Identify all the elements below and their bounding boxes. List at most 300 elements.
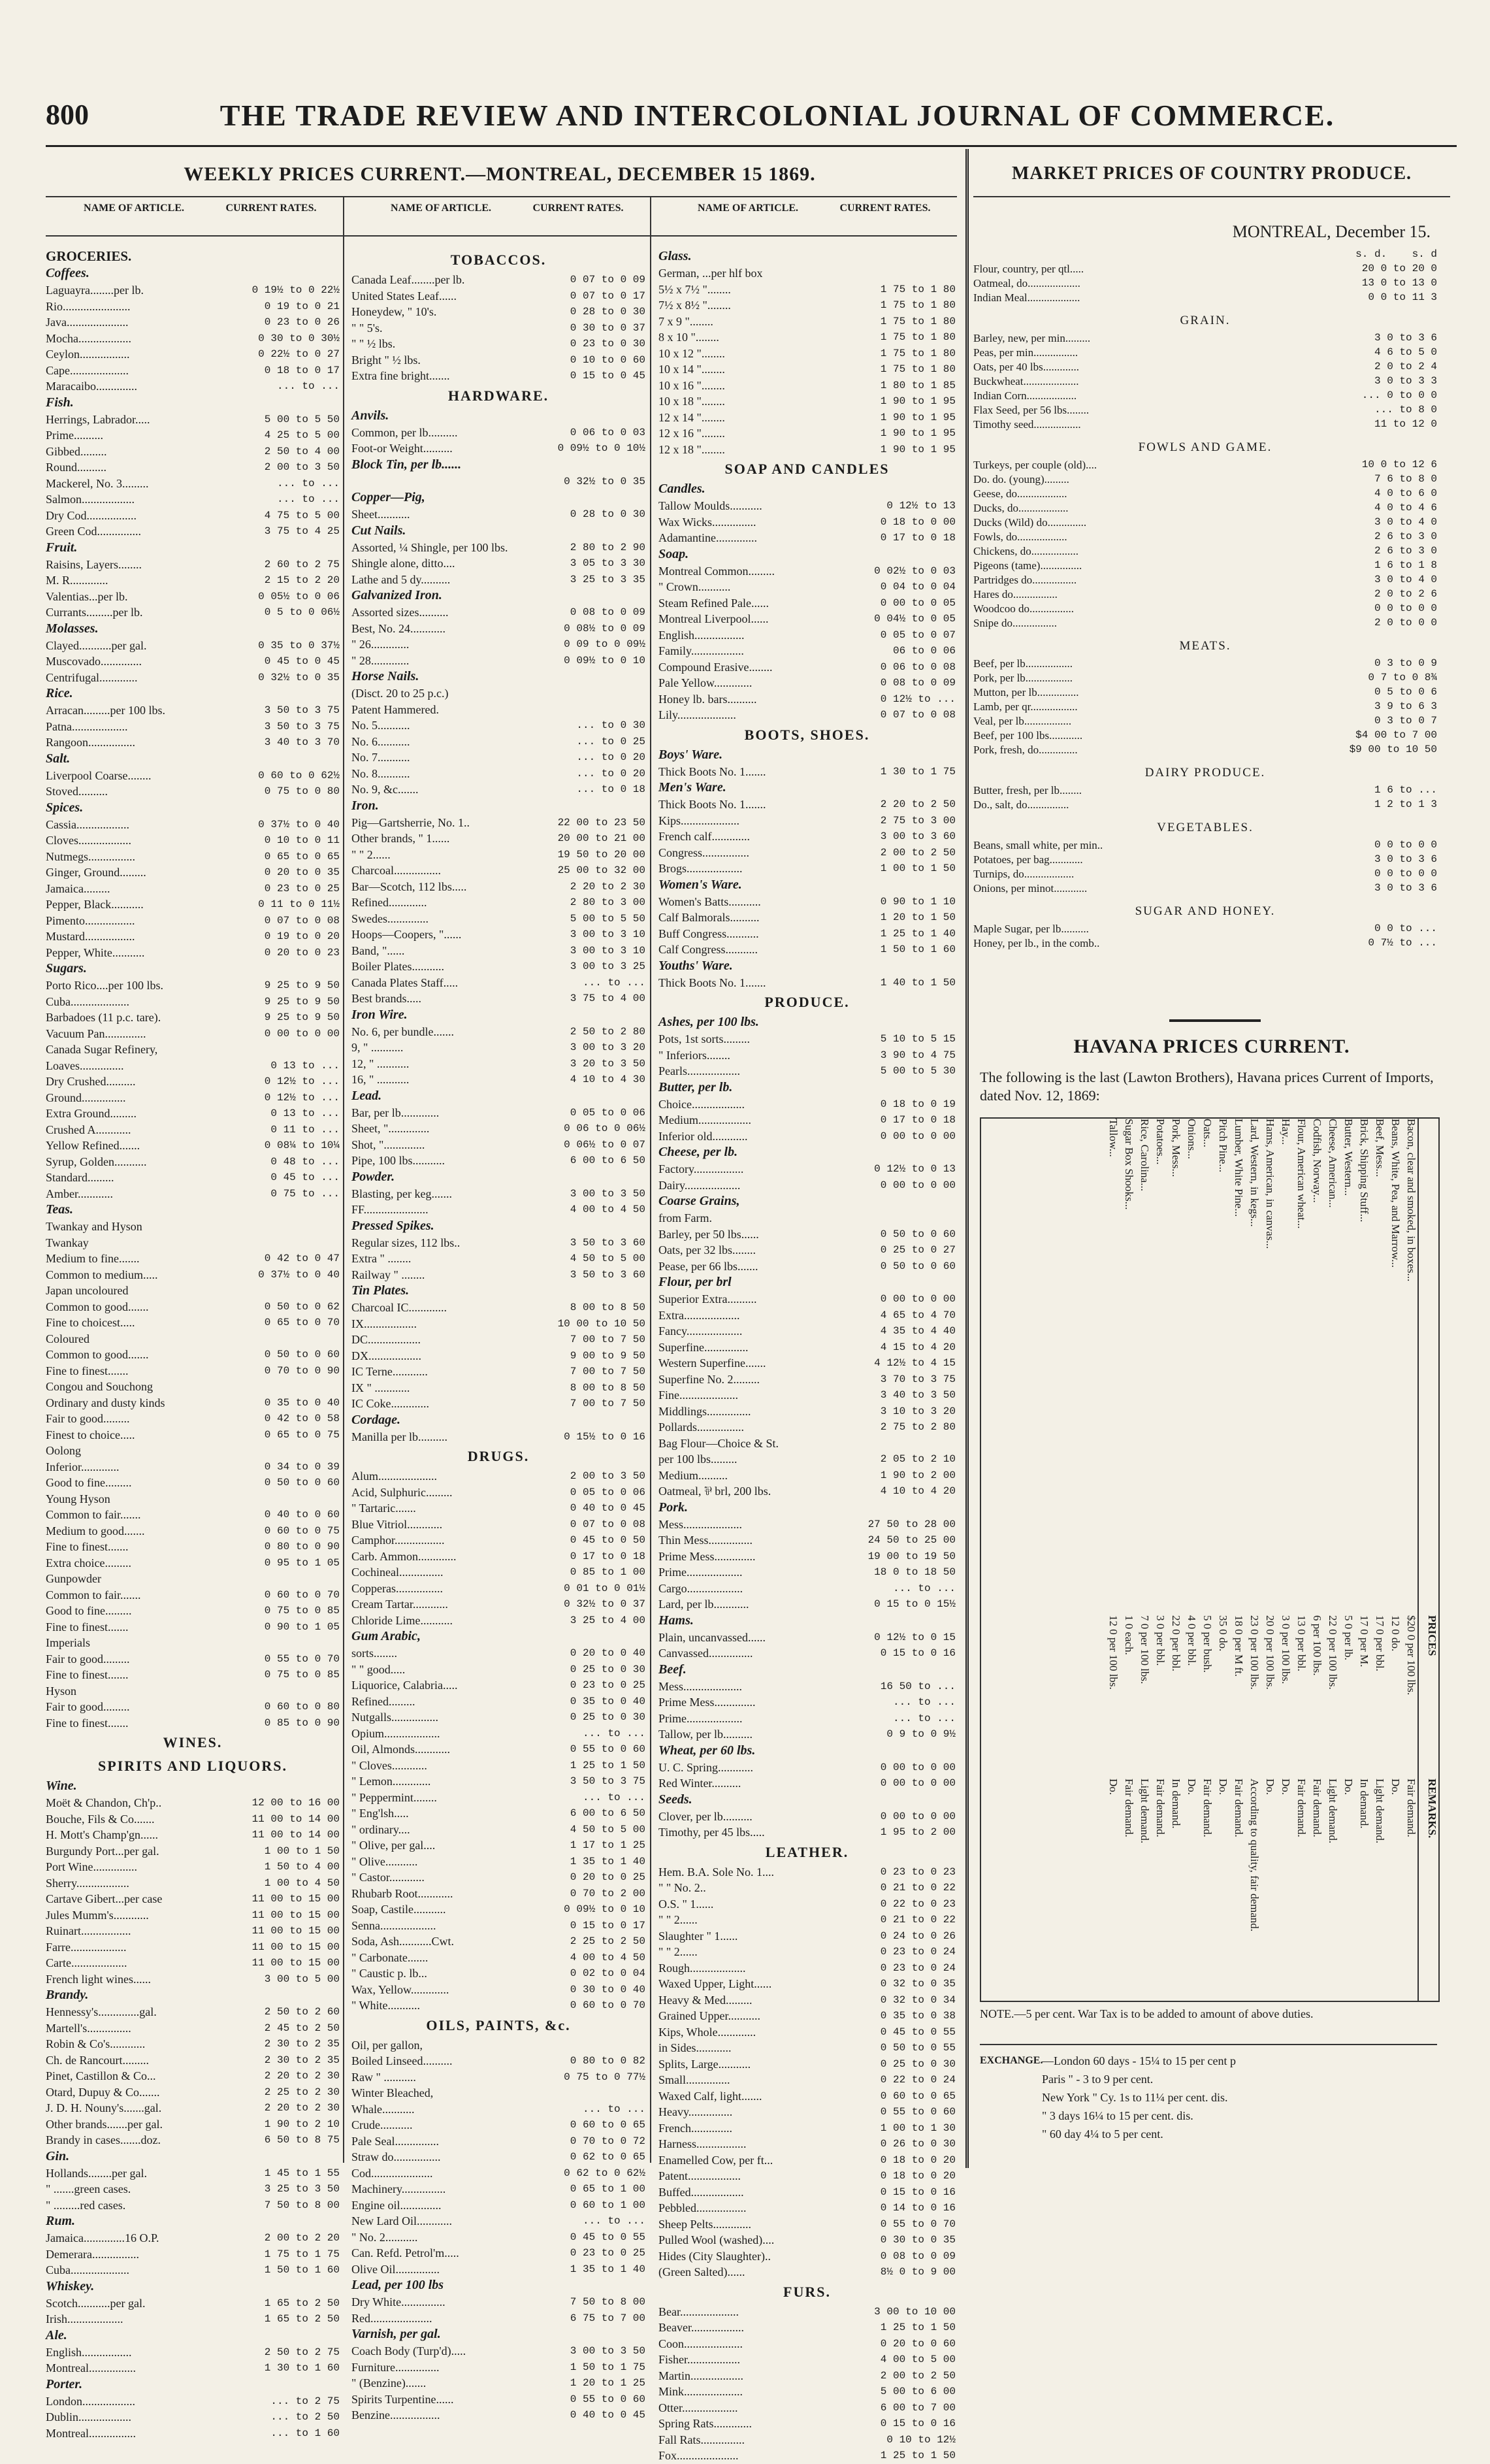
article-rate: 1 50 to 4 00 bbox=[264, 1861, 340, 1873]
produce-name: Do., salt, do............... bbox=[973, 798, 1069, 811]
produce-name: Indian Meal................... bbox=[973, 291, 1080, 304]
article-name: Swedes.............. bbox=[351, 912, 429, 925]
price-row bbox=[658, 2200, 956, 2216]
article-rate: 3 25 to 3 35 bbox=[570, 573, 645, 585]
market-price-row bbox=[973, 715, 1437, 729]
article-rate: 0 13 to ... bbox=[270, 1059, 340, 1072]
article-name: Western Superfine....... bbox=[658, 1356, 766, 1370]
price-row bbox=[658, 378, 956, 394]
article-name: Buffed.................. bbox=[658, 2185, 744, 2199]
article-rate: 0 21 to 0 22 bbox=[880, 1914, 956, 1926]
article-name: Patent Hammered. bbox=[351, 702, 439, 716]
article-rate: 0 20 to 0 25 bbox=[570, 1871, 645, 1883]
price-row bbox=[46, 2068, 340, 2084]
article-name: Furniture............... bbox=[351, 2360, 440, 2374]
price-row bbox=[351, 2037, 645, 2054]
article-rate: 0 22½ to 0 27 bbox=[258, 348, 340, 360]
price-row bbox=[658, 1451, 956, 1468]
article-rate: 0 90 to 1 10 bbox=[880, 895, 956, 908]
price-row bbox=[46, 1859, 340, 1875]
article-rate: 0 15 to 0 15½ bbox=[874, 1598, 956, 1610]
price-row bbox=[46, 1379, 340, 1395]
article-name: Coach Body (Turp'd)..... bbox=[351, 2344, 466, 2357]
produce-name: Turkeys, per couple (old).... bbox=[973, 459, 1097, 471]
article-rate: 5 00 to 6 00 bbox=[880, 2386, 956, 2397]
article-name: Factory................. bbox=[658, 1162, 744, 1175]
journal-title: THE TRADE REVIEW AND INTERCOLONIAL JOURNAL OF COMMERCE. bbox=[219, 99, 1335, 132]
article-name: Gibbed......... bbox=[46, 444, 107, 458]
article-rate: 0 75 to 0 85 bbox=[264, 1605, 340, 1617]
price-row bbox=[351, 847, 645, 863]
article-rate: 0 04 to 0 04 bbox=[880, 581, 956, 593]
article-rate: 1 75 to 1 80 bbox=[880, 315, 956, 327]
article-name: Pepper, Black........... bbox=[46, 898, 144, 911]
article-rate: 1 90 to 1 95 bbox=[880, 427, 956, 439]
article-name: Boiler Plates........... bbox=[351, 960, 444, 973]
category-heading: Seeds. bbox=[658, 1792, 692, 1807]
article-rate: 3 50 to 3 75 bbox=[264, 704, 340, 716]
produce-price: 3 0 to 4 0 bbox=[1374, 516, 1437, 528]
article-name: Copperas................ bbox=[351, 1581, 443, 1595]
article-rate: ... to 0 18 bbox=[576, 783, 645, 795]
havana-row bbox=[1402, 1119, 1417, 2001]
article-name: Heavy............... bbox=[658, 2105, 733, 2118]
article-name: Camphor................. bbox=[351, 1534, 445, 1547]
article-name: Jules Mumm's............ bbox=[46, 1908, 149, 1922]
article-rate: 1 50 to 1 60 bbox=[264, 2264, 340, 2276]
article-rate: 0 80 to 0 90 bbox=[264, 1541, 340, 1552]
article-name: Montreal................ bbox=[46, 2426, 136, 2440]
article-name: Extra fine bright....... bbox=[351, 369, 450, 382]
price-row bbox=[658, 1307, 956, 1324]
article-name: Raisins, Layers........ bbox=[46, 557, 142, 571]
price-row bbox=[658, 707, 956, 723]
category-heading: Glass. bbox=[658, 249, 692, 263]
article-name: Otard, Dupuy & Co....... bbox=[46, 2085, 160, 2099]
price-row bbox=[658, 1992, 956, 2009]
price-row bbox=[351, 288, 645, 304]
article-name: Ruinart................. bbox=[46, 1924, 131, 1937]
article-rate: 0 65 to 0 75 bbox=[264, 1428, 340, 1441]
price-row bbox=[46, 2036, 340, 2052]
price-row bbox=[46, 2311, 340, 2327]
article-name: " Olive........... bbox=[351, 1854, 418, 1868]
produce-price: 13 0 to 13 0 bbox=[1361, 277, 1437, 289]
market-price-row bbox=[973, 882, 1437, 896]
article-rate: 2 50 to 4 00 bbox=[264, 445, 340, 457]
price-row bbox=[351, 895, 645, 911]
category-heading: Gum Arabic, bbox=[351, 1629, 421, 1643]
article-name: Raw " ........... bbox=[351, 2070, 416, 2084]
article-name: 12 x 14 "........ bbox=[658, 410, 725, 424]
col3-name-header: NAME OF ARTICLE. bbox=[698, 203, 798, 214]
price-row bbox=[658, 1581, 956, 1597]
havana-price: 5 0 per bush. bbox=[1201, 1615, 1214, 1673]
market-price-row bbox=[973, 729, 1437, 744]
article-name: Common to fair....... bbox=[46, 1508, 141, 1521]
price-row bbox=[351, 1072, 645, 1088]
havana-row bbox=[1198, 1119, 1214, 2001]
produce-name: Indian Corn.................. bbox=[973, 389, 1077, 402]
price-row bbox=[658, 691, 956, 708]
article-rate: 11 00 to 14 00 bbox=[251, 1829, 340, 1841]
article-rate: 0 70 to 0 72 bbox=[570, 2135, 645, 2147]
price-row bbox=[658, 1419, 956, 1436]
price-row bbox=[46, 928, 340, 945]
article-name: Extra " ........ bbox=[351, 1252, 412, 1265]
price-row bbox=[658, 813, 956, 829]
havana-article: Brick, Shipping Stuff... bbox=[1358, 1119, 1370, 1223]
produce-name: Honey, per lb., in the comb.. bbox=[973, 937, 1100, 949]
havana-row bbox=[1276, 1119, 1292, 2001]
havana-price: 18 0 per M ft. bbox=[1233, 1615, 1245, 1677]
havana-price: 4 0 per bbl. bbox=[1186, 1615, 1198, 1666]
article-name: " Crown........... bbox=[658, 580, 731, 593]
article-rate: 0 07 to 0 08 bbox=[880, 709, 956, 721]
produce-price: 3 0 to 4 0 bbox=[1374, 574, 1437, 585]
price-row bbox=[658, 2232, 956, 2248]
price-row bbox=[351, 991, 645, 1007]
article-name: Blue Vitriol............ bbox=[351, 1517, 443, 1531]
article-rate: 1 90 to 1 95 bbox=[880, 411, 956, 423]
article-name: Spirits Turpentine...... bbox=[351, 2392, 454, 2406]
category-heading: Porter. bbox=[46, 2376, 83, 2391]
havana-article: Beef, Mess... bbox=[1374, 1119, 1386, 1177]
price-row bbox=[351, 1982, 645, 1998]
market-price-row bbox=[973, 487, 1437, 502]
price-row bbox=[658, 361, 956, 378]
article-rate: 1 45 to 1 55 bbox=[264, 2167, 340, 2179]
article-name: Irish................... bbox=[46, 2312, 123, 2325]
price-row bbox=[351, 1235, 645, 1251]
price-row bbox=[658, 346, 956, 362]
article-name: Compound Erasive........ bbox=[658, 660, 773, 674]
exchange-row: Paris " - 3 to 9 per cent. bbox=[1042, 2073, 1154, 2086]
price-row bbox=[658, 926, 956, 942]
price-row bbox=[46, 2084, 340, 2101]
price-row bbox=[658, 1226, 956, 1243]
article-name: Fine to finest....... bbox=[46, 1716, 129, 1730]
price-row bbox=[658, 1436, 956, 1452]
price-row bbox=[46, 1122, 340, 1138]
article-name: Waxed Upper, Light...... bbox=[658, 1977, 772, 1990]
price-row bbox=[46, 1235, 340, 1251]
price-row bbox=[46, 378, 340, 395]
article-rate: 3 00 to 3 25 bbox=[570, 961, 645, 972]
article-rate: 0 60 to 0 75 bbox=[264, 1524, 340, 1537]
price-row bbox=[658, 2416, 956, 2432]
price-row bbox=[351, 1694, 645, 1710]
price-row bbox=[351, 2117, 645, 2133]
article-rate: 0 32½ to 0 35 bbox=[258, 671, 340, 683]
produce-price: 0 0 to 0 0 bbox=[1374, 868, 1437, 879]
exchange-row: New York " Cy. 1s to 11¼ per cent. dis. bbox=[1042, 2091, 1228, 2104]
article-name: Pollards................ bbox=[658, 1421, 745, 1434]
article-name: Hoops—Coopers, "...... bbox=[351, 928, 462, 941]
article-rate: ... to ... bbox=[582, 1791, 645, 1803]
havana-row bbox=[1214, 1119, 1229, 2001]
article-rate: 0 20 to 0 23 bbox=[264, 946, 340, 959]
produce-name: Snipe do................ bbox=[973, 617, 1057, 629]
price-row bbox=[46, 2425, 340, 2442]
produce-name: Ducks (Wild) do.............. bbox=[973, 516, 1087, 529]
price-row bbox=[351, 1709, 645, 1726]
article-name: 12 x 16 "........ bbox=[658, 427, 725, 440]
article-name: Kips, Whole............. bbox=[658, 2025, 756, 2039]
article-name: Waxed Calf, light....... bbox=[658, 2089, 762, 2103]
price-row bbox=[351, 2343, 645, 2359]
category-heading: Varnish, per gal. bbox=[351, 2327, 441, 2341]
price-row bbox=[658, 2152, 956, 2169]
article-name: Hem. B.A. Sole No. 1.... bbox=[658, 1865, 774, 1879]
price-row bbox=[658, 2248, 956, 2265]
page-header bbox=[46, 98, 1457, 137]
market-header-rule bbox=[973, 196, 1450, 197]
col2-rates-header: CURRENT RATES. bbox=[532, 203, 624, 214]
article-name: Bouche, Fils & Co....... bbox=[46, 1812, 155, 1826]
article-name: Straw do................ bbox=[351, 2150, 441, 2163]
price-row bbox=[46, 557, 340, 573]
article-name: 10 x 16 "........ bbox=[658, 378, 725, 392]
price-row bbox=[351, 1364, 645, 1380]
article-name: " Olive, per gal.... bbox=[351, 1839, 436, 1852]
price-row bbox=[351, 2069, 645, 2086]
article-name: Family.................. bbox=[658, 644, 744, 657]
article-rate: 0 08 to 0 09 bbox=[880, 2250, 956, 2262]
price-row bbox=[46, 2409, 340, 2425]
article-rate: 0 60 to 0 70 bbox=[570, 1999, 645, 2011]
price-row bbox=[351, 717, 645, 734]
price-row bbox=[658, 643, 956, 659]
article-name: Fine to finest....... bbox=[46, 1540, 129, 1553]
price-row bbox=[46, 1875, 340, 1892]
price-row bbox=[658, 329, 956, 346]
price-row bbox=[658, 1630, 956, 1646]
article-name: Carte................... bbox=[46, 1956, 127, 1969]
price-row bbox=[46, 2197, 340, 2214]
price-row bbox=[658, 282, 956, 298]
article-rate: 7 00 to 7 50 bbox=[570, 1398, 645, 1409]
article-name: Wax Wicks............... bbox=[658, 515, 756, 529]
price-row bbox=[46, 2004, 340, 2020]
article-name: DX.................. bbox=[351, 1349, 421, 1362]
article-rate: 0 00 to 0 00 bbox=[880, 1777, 956, 1789]
article-name: per 100 lbs......... bbox=[658, 1453, 737, 1466]
article-rate: 0 60 to 0 65 bbox=[880, 2090, 956, 2102]
price-row bbox=[351, 815, 645, 831]
price-row bbox=[351, 1886, 645, 1902]
article-rate: 2 20 to 2 30 bbox=[264, 2070, 340, 2082]
category-heading: Youths' Ware. bbox=[658, 958, 733, 973]
price-row bbox=[46, 1283, 340, 1299]
price-row bbox=[351, 1726, 645, 1742]
price-row bbox=[46, 299, 340, 315]
article-rate: 0 22 to 0 23 bbox=[880, 1897, 956, 1910]
price-row bbox=[658, 1339, 956, 1356]
price-row bbox=[351, 2407, 645, 2423]
article-name: Patna................... bbox=[46, 719, 128, 733]
article-name: Pepper, White........... bbox=[46, 945, 145, 959]
article-rate: 1 30 to 1 75 bbox=[880, 765, 956, 778]
produce-name: Peas, per min................ bbox=[973, 346, 1078, 359]
article-name: Band, "...... bbox=[351, 944, 405, 957]
section-heading: SOAP AND CANDLES bbox=[724, 461, 890, 477]
price-row bbox=[658, 659, 956, 676]
article-rate: 0 18 to 0 17 bbox=[264, 364, 340, 376]
article-name: Canada Leaf........per lb. bbox=[351, 273, 465, 286]
price-row bbox=[46, 1347, 340, 1363]
article-rate: 0 40 to 0 45 bbox=[570, 1502, 645, 1514]
article-name: Bright " ½ lbs. bbox=[351, 353, 421, 367]
price-row bbox=[46, 719, 340, 735]
havana-title: HAVANA PRICES CURRENT. bbox=[1073, 1036, 1350, 1057]
produce-price: 4 6 to 5 0 bbox=[1374, 346, 1437, 358]
article-name: Muscovado.............. bbox=[46, 655, 142, 668]
price-row bbox=[351, 2261, 645, 2278]
produce-name: Lamb, per qr................. bbox=[973, 700, 1078, 713]
article-name: Splits, Large........... bbox=[658, 2057, 751, 2071]
article-rate: 0 45 to 0 55 bbox=[570, 2231, 645, 2243]
price-row bbox=[351, 862, 645, 879]
price-row bbox=[351, 1758, 645, 1774]
article-name: 5½ x 7½ "........ bbox=[658, 282, 731, 296]
section-heading: PRODUCE. bbox=[764, 994, 850, 1010]
article-rate: 2 05 to 2 10 bbox=[880, 1453, 956, 1465]
price-row bbox=[658, 1242, 956, 1258]
price-row bbox=[46, 832, 340, 849]
category-heading: Wine. bbox=[46, 1779, 77, 1793]
price-row bbox=[46, 1299, 340, 1315]
article-name: Buff Congress........... bbox=[658, 927, 759, 940]
article-name: Young Hyson bbox=[46, 1492, 110, 1505]
produce-name: Fowls, do.................. bbox=[973, 531, 1067, 543]
article-rate: 0 18 to 0 20 bbox=[880, 2154, 956, 2166]
market-price-row bbox=[973, 602, 1437, 617]
article-rate: 4 25 to 5 00 bbox=[264, 429, 340, 441]
price-row bbox=[46, 2262, 340, 2278]
section-heading: FURS. bbox=[783, 2283, 831, 2300]
article-name: Martell's............... bbox=[46, 2021, 131, 2035]
price-row bbox=[46, 638, 340, 654]
article-name: Prime.......... bbox=[46, 429, 103, 442]
produce-price: 0 7 to 0 8¾ bbox=[1368, 672, 1437, 683]
article-name: Machinery............... bbox=[351, 2182, 446, 2195]
price-row bbox=[46, 1539, 340, 1555]
havana-article: Codfish, Norway... bbox=[1311, 1119, 1323, 1203]
price-row bbox=[351, 621, 645, 637]
price-row bbox=[46, 1923, 340, 1939]
article-rate: 16 50 to ... bbox=[880, 1680, 956, 1692]
price-row bbox=[351, 1773, 645, 1790]
article-rate: 0 02 to 0 04 bbox=[570, 1967, 645, 1979]
price-row bbox=[351, 2213, 645, 2229]
article-rate: 0 50 to 0 60 bbox=[264, 1477, 340, 1488]
article-rate: 1 25 to 1 50 bbox=[880, 2450, 956, 2461]
price-row bbox=[46, 1955, 340, 1971]
article-rate: 0 62 to 0 65 bbox=[570, 2151, 645, 2163]
exchange-label: EXCHANGE. bbox=[980, 2055, 1043, 2066]
article-name: Timothy, per 45 lbs..... bbox=[658, 1826, 765, 1839]
price-row bbox=[658, 975, 956, 991]
article-rate: 24 50 to 25 00 bbox=[867, 1534, 956, 1546]
article-name: Winter Bleached, bbox=[351, 2086, 434, 2099]
price-row bbox=[46, 282, 340, 299]
havana-row bbox=[1167, 1119, 1182, 2001]
article-name: " Cloves............ bbox=[351, 1758, 427, 1772]
produce-name: Veal, per lb................. bbox=[973, 715, 1072, 727]
article-rate: 0 23 to 0 24 bbox=[880, 1962, 956, 1974]
article-name: Thin Mess............... bbox=[658, 1534, 753, 1547]
article-name: IX.................. bbox=[351, 1317, 417, 1330]
price-row bbox=[658, 1694, 956, 1711]
price-row bbox=[658, 2320, 956, 2336]
price-row bbox=[351, 352, 645, 369]
price-row bbox=[351, 1105, 645, 1121]
article-rate: 1 20 to 1 50 bbox=[880, 912, 956, 923]
article-name: " 26............. bbox=[351, 638, 410, 651]
article-rate bbox=[242, 1443, 340, 1459]
article-name: Cassia.................. bbox=[46, 817, 129, 831]
article-rate: ... to ... bbox=[276, 493, 340, 505]
price-row bbox=[46, 1170, 340, 1186]
article-name: FF...................... bbox=[351, 1203, 429, 1216]
article-name: Adamantine.............. bbox=[658, 531, 757, 544]
havana-article: Lard, Western, in kegs... bbox=[1248, 1119, 1261, 1227]
article-name: Common to good....... bbox=[46, 1300, 149, 1313]
article-rate: 3 20 to 3 50 bbox=[570, 1057, 645, 1070]
article-name: Harness................. bbox=[658, 2137, 747, 2150]
price-row bbox=[46, 1459, 340, 1475]
article-rate: ... to ... bbox=[892, 1712, 956, 1724]
price-row bbox=[658, 314, 956, 330]
price-row bbox=[46, 1475, 340, 1491]
price-row bbox=[658, 2024, 956, 2041]
category-heading: Cordage. bbox=[351, 1412, 400, 1427]
article-name: Refined............. bbox=[351, 896, 427, 909]
article-name: No. 9, &c....... bbox=[351, 783, 419, 796]
price-row bbox=[351, 2391, 645, 2408]
article-rate: 0 00 to 0 00 bbox=[880, 1761, 956, 1773]
article-rate: 7 50 to 8 00 bbox=[264, 2199, 340, 2211]
article-name: IX " ............ bbox=[351, 1381, 410, 1394]
col3-rates-header: CURRENT RATES. bbox=[839, 203, 931, 214]
article-rate: 0 18 to 0 19 bbox=[880, 1098, 956, 1110]
article-rate: 27 50 to 28 00 bbox=[867, 1518, 956, 1530]
article-name: Pebbled................. bbox=[658, 2201, 747, 2214]
article-name: Thick Boots No. 1....... bbox=[658, 764, 766, 778]
article-name: Good to fine......... bbox=[46, 1476, 132, 1489]
article-name: Assorted sizes.......... bbox=[351, 606, 449, 619]
article-rate bbox=[547, 2037, 645, 2054]
article-rate: ... to 0 20 bbox=[576, 767, 645, 780]
article-rate: 0 20 to 0 40 bbox=[570, 1647, 645, 1659]
price-row bbox=[46, 881, 340, 897]
price-row bbox=[46, 2393, 340, 2410]
produce-name: Pork, fresh, do.............. bbox=[973, 744, 1078, 756]
article-rate: 3 75 to 4 00 bbox=[570, 993, 645, 1004]
article-name: Yellow Refined....... bbox=[46, 1139, 140, 1152]
article-name: Liquorice, Calabria..... bbox=[351, 1679, 458, 1692]
article-rate: 0 19 to 0 20 bbox=[264, 930, 340, 942]
produce-price: 2 6 to 3 0 bbox=[1374, 531, 1437, 542]
article-name: Steam Refined Pale...... bbox=[658, 596, 769, 610]
price-row bbox=[658, 1928, 956, 1945]
price-row bbox=[351, 927, 645, 943]
article-name: " Eng'lsh..... bbox=[351, 1807, 409, 1820]
exchange-row: —London 60 days - 15¼ to 15 per cent p bbox=[1042, 2054, 1236, 2067]
price-row bbox=[46, 1699, 340, 1715]
article-rate: 0 45 to 0 45 bbox=[264, 655, 340, 667]
